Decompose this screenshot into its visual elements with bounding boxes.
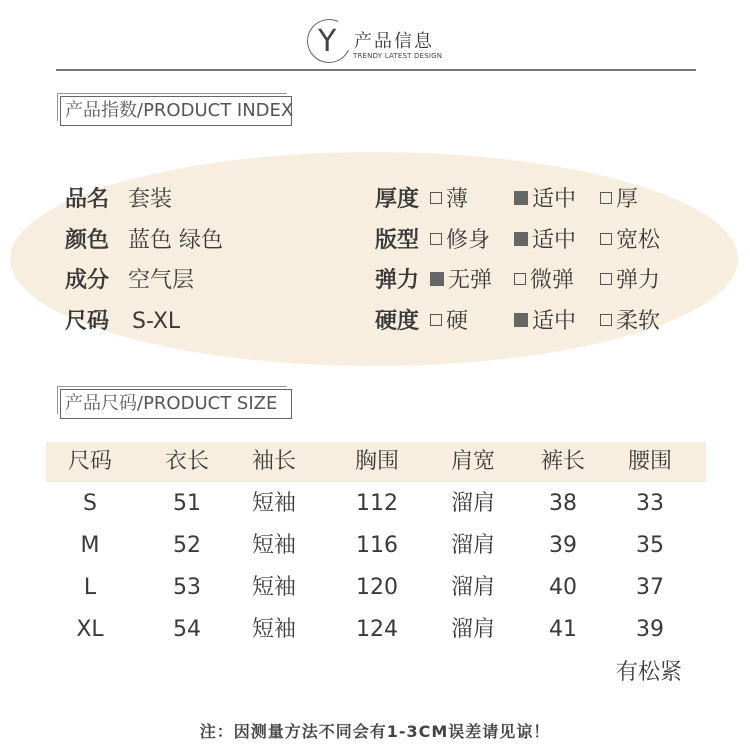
attribute-option [514, 186, 576, 214]
basic-value: 蓝色 绿色 [128, 228, 224, 253]
option-label: 适中 [532, 309, 577, 334]
size-table-cell: 短袖 [251, 617, 296, 642]
size-table-cell: 39 [636, 617, 664, 642]
checked-box-icon [514, 313, 528, 327]
size-table-cell: 溜肩 [450, 575, 495, 600]
size-table-cell: 40 [549, 575, 577, 600]
option-label: 修身 [446, 228, 491, 253]
size-column-header: 肩宽 [450, 449, 495, 474]
option-label: 弹力 [616, 268, 661, 293]
option-label: 柔软 [616, 309, 661, 334]
size-column-header: 衣长 [164, 449, 209, 474]
attribute-option [430, 267, 492, 295]
attribute-option [514, 308, 576, 336]
unchecked-box-icon [430, 314, 442, 326]
unchecked-box-icon [600, 233, 612, 245]
unchecked-box-icon [430, 233, 442, 245]
basic-key: 颜色 [65, 228, 110, 253]
size-table-cell: 54 [173, 617, 201, 642]
unchecked-box-icon [600, 273, 612, 285]
size-table-cell: S [83, 491, 97, 516]
attribute-option [514, 267, 574, 295]
product-size-heading: 产品尺码/PRODUCT SIZE [60, 389, 292, 419]
size-table-cell: 124 [356, 617, 398, 642]
measurement-note: 注：因测量方法不同会有1-3CM误差请见谅！ [199, 722, 551, 741]
size-column-header: 裤长 [540, 449, 585, 474]
attribute-option [430, 186, 468, 214]
checked-box-icon [514, 232, 528, 246]
basic-key: 成分 [65, 268, 110, 293]
attribute-option [430, 227, 490, 255]
option-label: 硬 [446, 309, 469, 334]
attribute-option [600, 227, 660, 255]
size-table-cell: 短袖 [251, 533, 296, 558]
checked-box-icon [430, 272, 444, 286]
attribute-option [600, 186, 638, 214]
size-table-cell: 溜肩 [450, 617, 495, 642]
basic-key: 尺码 [65, 309, 110, 334]
logo-letter: Y [318, 24, 337, 59]
size-table-cell: 溜肩 [450, 533, 495, 558]
size-table-cell: 120 [356, 575, 398, 600]
size-table-cell: 38 [549, 491, 577, 516]
page-subtitle: TRENDY LATEST DESIGN [353, 52, 443, 60]
size-table-cell: 112 [356, 491, 398, 516]
attribute-option [430, 308, 468, 336]
attribute-option [514, 227, 576, 255]
unchecked-box-icon [600, 192, 612, 204]
attribute-key: 版型 [375, 228, 420, 253]
size-table-cell: 33 [636, 491, 664, 516]
basic-key: 品名 [65, 187, 110, 212]
checked-box-icon [514, 191, 528, 205]
option-label: 适中 [532, 228, 577, 253]
option-label: 适中 [532, 187, 577, 212]
unchecked-box-icon [600, 314, 612, 326]
basic-row [65, 267, 194, 295]
option-label: 厚 [616, 187, 639, 212]
attribute-key: 厚度 [375, 187, 420, 212]
basic-value: 空气层 [128, 268, 195, 293]
basic-value: 套装 [128, 187, 173, 212]
unchecked-box-icon [514, 273, 526, 285]
basic-value: S-XL [132, 309, 181, 334]
unchecked-box-icon [430, 192, 442, 204]
size-table-cell: L [83, 575, 97, 600]
attribute-key: 硬度 [375, 309, 420, 334]
size-column-header: 腰围 [627, 449, 672, 474]
size-table-cell: 41 [549, 617, 577, 642]
size-footnote: 有松紧 [615, 660, 682, 685]
product-index-heading: 产品指数/PRODUCT INDEX [60, 96, 292, 126]
size-table-cell: 116 [356, 533, 398, 558]
size-table-cell: 53 [173, 575, 201, 600]
size-table-cell: 52 [173, 533, 201, 558]
size-table-cell: 短袖 [251, 491, 296, 516]
size-table-cell: 溜肩 [450, 491, 495, 516]
size-table-cell: 短袖 [251, 575, 296, 600]
header-divider [56, 69, 696, 71]
basic-row [65, 186, 172, 214]
size-table-cell: M [80, 533, 100, 558]
page-title: 产品信息 [354, 31, 434, 52]
size-table-cell: 39 [549, 533, 577, 558]
size-table-cell: XL [76, 617, 104, 642]
basic-row [65, 227, 223, 255]
size-table-cell: 35 [636, 533, 664, 558]
size-table-cell: 51 [173, 491, 201, 516]
option-label: 无弹 [448, 268, 493, 293]
option-label: 薄 [446, 187, 469, 212]
attribute-option [600, 267, 660, 295]
size-table-cell: 37 [636, 575, 664, 600]
attribute-option [600, 308, 660, 336]
option-label: 微弹 [530, 268, 575, 293]
basic-row [65, 308, 180, 336]
size-column-header: 袖长 [251, 449, 296, 474]
attribute-key: 弹力 [375, 268, 420, 293]
size-column-header: 胸围 [354, 449, 399, 474]
size-column-header: 尺码 [67, 449, 112, 474]
option-label: 宽松 [616, 228, 661, 253]
